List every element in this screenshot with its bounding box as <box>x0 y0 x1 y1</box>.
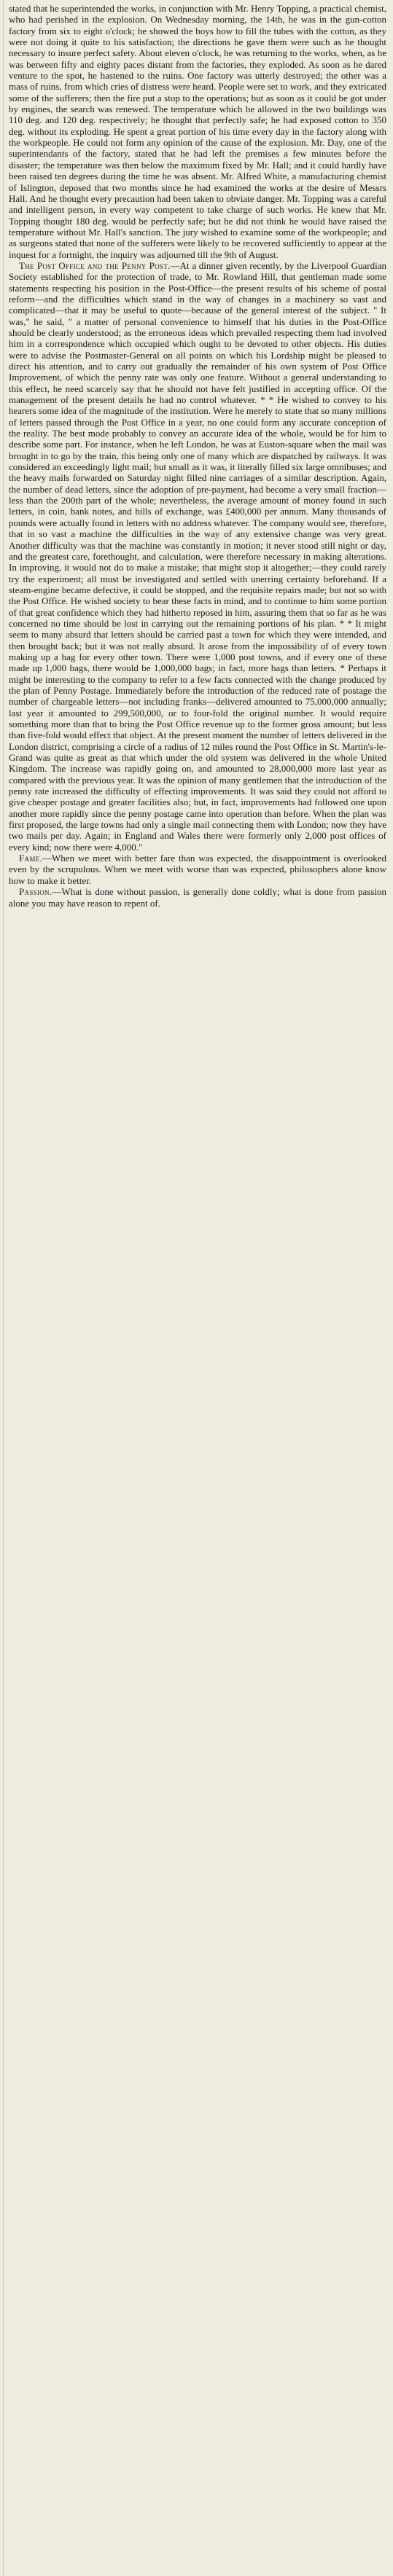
article-paragraph-passion <box>9 886 386 909</box>
article-paragraph-penny-post <box>9 260 386 853</box>
paragraph-text: —At a dinner given recently, by the Liverpool Guardian Society established for the protection of trade, to Mr. Rowland Hill, that gentleman made some statements respecting his position in the Post-Office—the present results of his scheme of postal reform—and the difficulties which stand in the way of changes in a machinery so vast and complicated—that it may be useful to quote—because of the general interest of the subject. " It was," he said, " a matter of personal convenience to himself that his duties in the Post-Office should be clearly understood; as the erroneous ideas which prevailed respecting them had involved him in a correspondence which occupied which ought to be devoted to other objects. His duties were to advise the Postmaster-General on all points on which his Lordship might be pleased to direct his attention, and to carry out gradually the remainder of his own system of Post Office Improvement, of which the penny rate was only one feature. Without a general understanding to this effect, he need scarcely say that he should not have felt justified in accepting office. Of the management of the present details he had no control whatever. * * He wished to convey to his hearers some idea of the magnitude of the institution. Were he merely to state that so many millions of letters passed through the Post Office in a year, no one could form any accurate conception of the reality. The best mode probably to convey an accurate idea of the whole, would be for him to describe some part. For instance, when he left London, he was at Euston-square when the mail was brought in to go by the train, this being only one of many which are dispatched by railways. It was considered an exceedingly light mail; but small as it was, it literally filled six large omnibuses; and the heavy mails forwarded on Saturday night filled nine carriages of a similar description. Again, the number of dead letters, since the adoption of pre-payment, had become a very small fraction—less than the 200th part of the whole; nevertheless, the average amount of money found in such letters, in coin, bank notes, and bills of exchange, was £400,000 per annum. Many thousands of pounds were actually found in letters with no address whatever. The company would see, therefore, that in so vast a machine the difficulties in the way of any extensive change was very great. Another difficulty was that the machine was constantly in motion; it never stood still night or day, and the greatest care, forethought, and calculation, were therefore necessary in making alterations. In improving, it would not do to make a mistake; that might stop it altogether;—they could rarely try the experiment; all must be investigated and settled with unerring certainty beforehand. If a steam-engine became defective, it could be stopped, and the requisite repairs made; but not so with the Post Office. He wished society to bear these facts in mind, and to continue to him some portion of that great confidence which they had hitherto reposed in him, assuring them that so far as he was concerned no time should be lost in carrying out the remaining portions of his plan. * * It might seem to many absurd that letters should be carried past a town for which they were intended, and then brought back; but it was not really absurd. It arose from the impossibility of of every town making up a bag for every other town. There were 1,000 post towns, and if every one of these made up 1,000 bags, there would be 1,000,000 bags; in fact, more bags than letters. * Perhaps it might be interesting to the company to refer to a few facts connected with the change produced by the plan of Penny Postage. Immediately before the introduction of the reduced rate of postage the number of chargeable letters—not including franks—delivered amounted to 75,000,000 annually; last year it amounted to 299,500,000, or to four-fold the original number. It would require something more than that to bring the Post Office revenue up to the former gross amount; but less than five-fold would effect that object. At the present moment the number of letters delivered in the London district, comprising a circle of a radius of 12 miles round the Post Office in St. Martin's-le-Grand was quite as great as that which under the old system was delivered in the whole United Kingdom. The increase was rapidly going on, and amounted to 28,000,000 more last year as compared with the previous year. It was the opinion of many gentlemen that the introduction of the penny rate increased the difficulty of effecting improvements. It was said they could not afford to give cheaper postage and greater facilities also; but, in fact, improvements had followed one upon another more rapidly since the penny postage came into operation than before. When the plan was first proposed, the large towns had only a single mail connecting them with London; now they have two mails per day. Again; in England and Wales there were formerly only 2,000 post offices of every kind; now there were 4,000." <box>9 259 386 853</box>
article-column <box>9 3 386 909</box>
paragraph-text: —When we meet with better fare than was expected, the disappointment is overlooked even by the scrupulous. When we meet with worse than was expected, philosophers alone know how to make it better. <box>9 853 386 886</box>
article-paragraph-gun-cotton-inquest <box>9 3 386 260</box>
paragraph-text: —What is done without passion, is generally done coldly; what is done from passion alone you may have reason to repent of. <box>9 886 386 909</box>
article-paragraph-fame <box>9 853 386 886</box>
column-rule <box>3 0 4 2576</box>
paragraph-lead: The Post Office and the Penny Post. <box>19 259 171 271</box>
paragraph-lead: Passion. <box>19 886 52 898</box>
paragraph-lead: Fame. <box>19 853 42 864</box>
paragraph-text: stated that he superintended the works, in conjunction with Mr. Henry Topping, a practical chemist, who had perished in the explosion. On Wednesday morning, the 14th, he was in the gun-cotton factory from six to eight o'clock; he showed the boys how to fill the tubes with the cotton, as they were not doing it quite to his satisfaction; the directions he gave them were such as he thought necessary to insure perfect safety. About eleven o'clock, he was returning to the works, when, as he was between fifty and eighty paces distant from the factories, they exploded. As soon as he dared venture to the spot, he hastened to the ruins. One factory was utterly destroyed; the other was a mass of ruins, from which cries of distress were heard. People were set to work, and they extricated some of the sufferers; then the fire put a stop to the operations; but as soon as it could be got under by engines, the search was renewed. The temperature which he allowed in the two buildings was 110 deg. and 120 deg. respectively; he thought that perfectly safe; he had exposed cotton to 350 deg. without its exploding. He spent a great portion of his time every day in the factory along with the workpeople. He could not form any opinion of the cause of the explosion. Mr. Day, one of the superintendants of the factory, stated that he had left the premises a few minutes before the disaster; the temperature was then below the maximum fixed by Mr. Hall; and it could hardly have been raised ten degrees during the time he was absent. Mr. Alfred White, a manufacturing chemist of Islington, deposed that two months since he had examined the works at the desire of Messrs Hall. And he thought every precaution had been taken to obviate danger. Mr. Topping was a careful and intelligent person, in every way competent to take charge of such works. He knew that Mr. Topping thought 180 deg. would be perfectly safe; but he did not think he would have raised the temperature without Mr. Hall's sanction. The jury wished to examine some of the workpeople; and as surgeons stated that none of the sufferers were likely to be recovered sufficiently to appear at the inquest for a fortnight, the inquiry was adjourned till the 9th of August. <box>9 3 386 260</box>
